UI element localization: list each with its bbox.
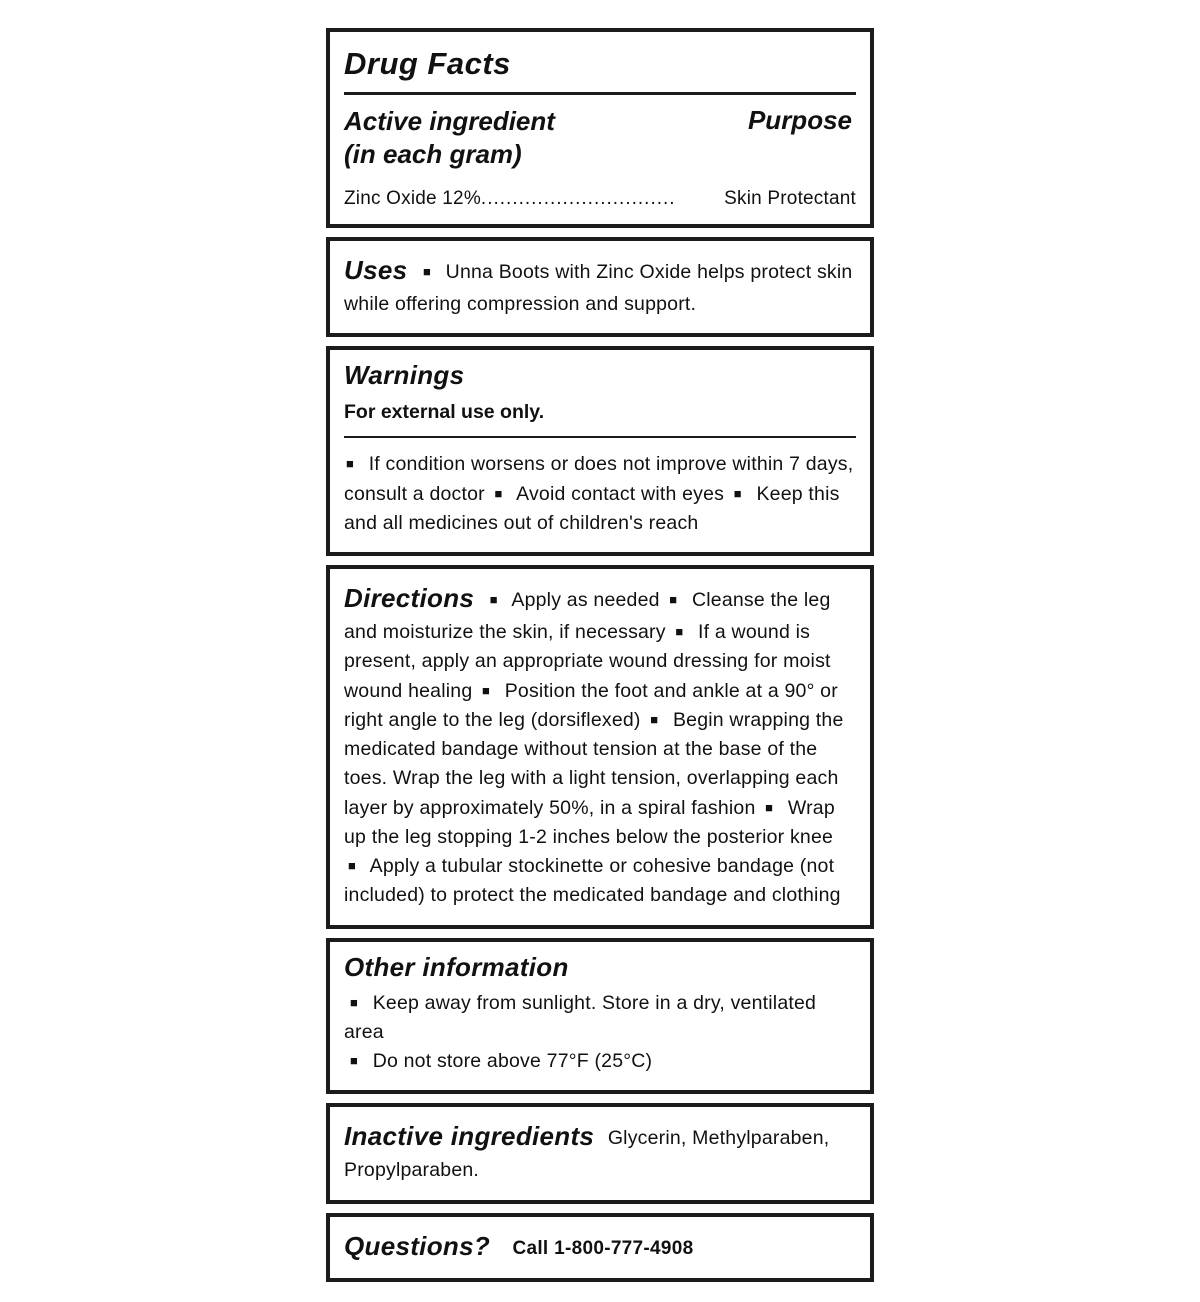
section-uses <box>326 237 874 337</box>
bullet-icon: ■ <box>346 456 355 472</box>
warning-item: Avoid contact with eyes <box>516 482 725 505</box>
drug-facts-label <box>326 28 874 1282</box>
inactive-ingredients-heading: Inactive ingredients <box>344 1121 595 1152</box>
questions-heading: Questions? <box>344 1230 491 1261</box>
directions-paragraph <box>344 579 856 911</box>
other-information-item <box>344 989 856 1048</box>
external-use-subheading: For external use only. <box>344 401 856 438</box>
section-drug-facts <box>326 28 874 228</box>
active-ingredient-heading-line1: Active ingredient <box>344 106 555 136</box>
warnings-heading: Warnings <box>344 360 465 391</box>
section-inactive-ingredients <box>326 1103 874 1203</box>
direction-item: Wrap up the leg stopping 1-2 inches below the posterior knee <box>344 796 835 848</box>
section-warnings <box>326 346 874 556</box>
active-ingredient-row <box>344 188 856 210</box>
uses-text: Unna Boots with Zinc Oxide helps protect skin while offering compression and support. <box>344 261 853 315</box>
bullet-icon: ■ <box>650 711 659 727</box>
warnings-paragraph <box>344 450 856 538</box>
bullet-icon: ■ <box>669 592 678 607</box>
uses-paragraph <box>344 251 856 319</box>
warning-item: If condition worsens or does not improve within 7 days, consult a doctor <box>344 453 854 505</box>
other-information-item <box>344 1047 856 1076</box>
bullet-icon: ■ <box>422 264 432 279</box>
direction-item: Position the foot and ankle at a 90° or right angle to the leg (dorsiflexed) <box>344 679 838 731</box>
section-directions <box>326 565 874 929</box>
ingredient-name: Zinc Oxide 12% <box>344 188 481 209</box>
drug-facts-title: Drug Facts <box>344 42 856 95</box>
section-questions <box>326 1213 874 1282</box>
active-ingredient-header-row <box>344 95 856 170</box>
bullet-icon: ■ <box>482 682 491 698</box>
other-information-heading: Other information <box>344 951 569 982</box>
bullet-icon: ■ <box>350 1053 359 1068</box>
direction-item: Begin wrapping the medicated bandage without tension at the base of the toes. Wrap the leg with a light tension, overlapping each layer by approximately 50%, in a spiral fashion <box>344 708 844 819</box>
active-ingredient-heading <box>344 105 555 170</box>
bullet-icon: ■ <box>494 485 503 501</box>
bullet-icon: ■ <box>350 994 359 1010</box>
other-information-text: Do not store above 77°F (25°C) <box>372 1050 653 1072</box>
bullet-icon: ■ <box>489 592 498 607</box>
bullet-icon: ■ <box>733 485 742 501</box>
warning-item: Keep this and all medicines out of children's reach <box>344 482 840 534</box>
direction-item: Cleanse the leg and moisturize the skin, if necessary <box>344 589 831 643</box>
direction-item: If a wound is present, apply an appropriate wound dressing for moist wound healing <box>344 621 831 702</box>
direction-item: Apply as needed <box>511 589 660 611</box>
direction-item: Apply a tubular stockinette or cohesive bandage (not included) to protect the medicated bandage and clothing <box>344 855 841 907</box>
section-other-information <box>326 938 874 1095</box>
questions-phone: Call 1-800-777-4908 <box>512 1237 694 1259</box>
bullet-icon: ■ <box>765 799 774 815</box>
other-information-text: Keep away from sunlight. Store in a dry, ventilated area <box>344 991 817 1043</box>
purpose-heading: Purpose <box>747 105 852 135</box>
ingredient-purpose: Skin Protectant <box>724 188 856 209</box>
uses-heading: Uses <box>344 255 408 285</box>
active-ingredient-heading-line2: (in each gram) <box>344 138 522 169</box>
directions-heading: Directions <box>344 583 475 613</box>
other-information-body <box>344 989 856 1077</box>
dot-leader: ............................... <box>480 188 676 209</box>
bullet-icon: ■ <box>675 624 684 639</box>
inactive-ingredients-paragraph <box>344 1117 856 1185</box>
inactive-ingredients-text: Glycerin, Methylparaben, Propylparaben. <box>344 1127 830 1182</box>
bullet-icon: ■ <box>348 858 357 873</box>
